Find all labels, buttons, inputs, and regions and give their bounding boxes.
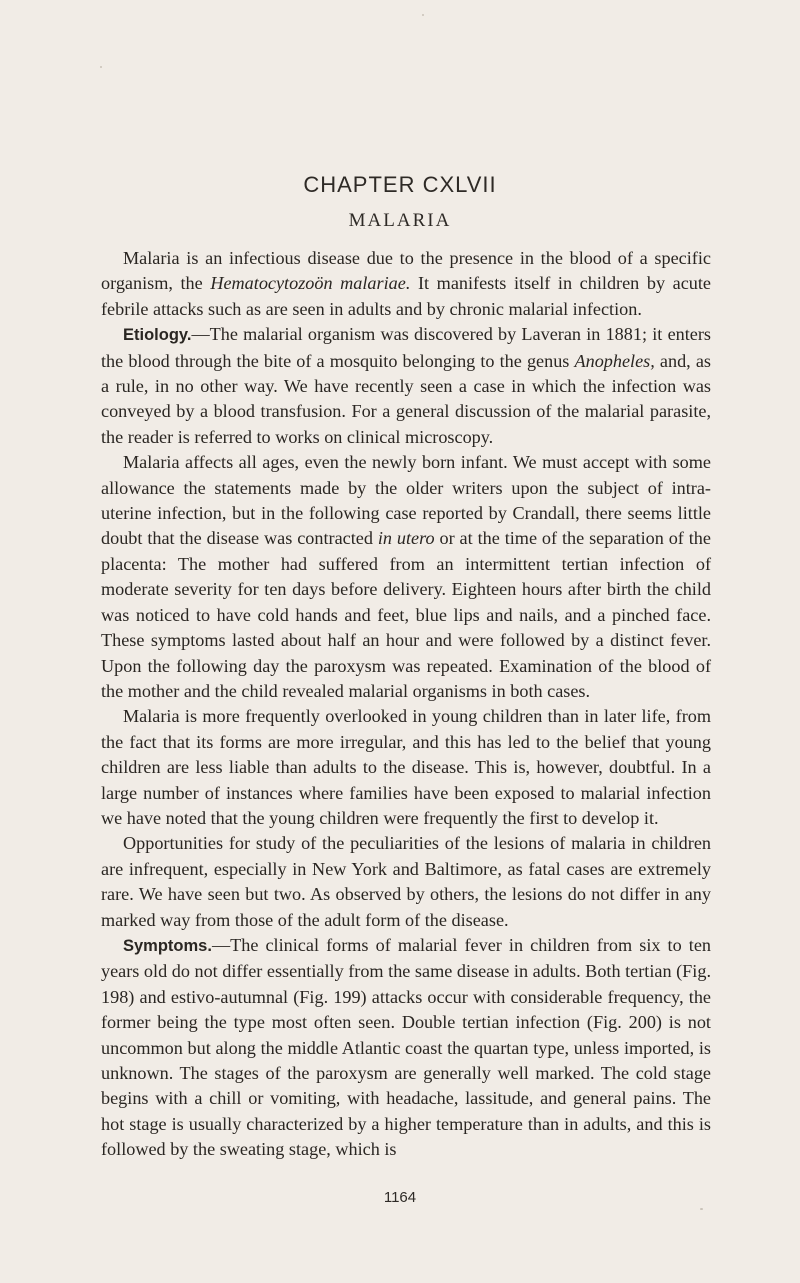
chapter-title: MALARIA bbox=[348, 210, 452, 231]
ages-text-2: or at the time of the separation of the placenta: The mother had suffered from an intermittent tertian infection of moderate severity for ten days before delivery. Eighteen hours after birth the child was noticed to have cold hands and feet, blue lips and nails, and a pinched face. These symptoms lasted about half an hour and were followed by a distinct fever. Upon the following day the paroxysm was repeated. Examination of the blood of the mother and the child revealed malarial organisms in both cases. bbox=[101, 528, 711, 701]
etiology-heading: Etiology. bbox=[123, 326, 192, 345]
paper-speck bbox=[100, 66, 102, 68]
chapter-number: CHAPTER CXLVII bbox=[303, 172, 497, 197]
paragraph-etiology bbox=[101, 322, 711, 450]
paragraph-overlooked: Malaria is more frequently overlooked in young children than in later life, from the fact that its forms are more irregular, and this has led to the belief that young children are less liable than adults to the disease. This is, however, doubtful. In a large number of instances where families have been exposed to malarial infection we have noted that the young children were frequently the first to develop it. bbox=[101, 706, 711, 828]
genus-name: Anopheles, bbox=[574, 350, 655, 371]
paragraph-ages bbox=[101, 450, 711, 704]
paper-speck bbox=[422, 14, 424, 16]
page-number: 1164 bbox=[383, 1189, 417, 1206]
paper-speck bbox=[700, 1208, 703, 1210]
paragraph-opportunities: Opportunities for study of the peculiarities of the lesions of malaria in children are infrequent, especially in New York and Baltimore, as fatal cases are extremely rare. We have seen but two. As observed by others, the lesions do not differ in any marked way from those of the adult form of the disease. bbox=[101, 833, 711, 930]
ages-text-1: Malaria affects all ages, even the newly born infant. We must accept with some allowance the statements made by the older writers upon the subject of intra-uterine infection, but in the following case reported by Crandall, there seems little doubt that the disease was contracted bbox=[101, 452, 711, 549]
in-utero-term: in utero bbox=[377, 528, 435, 549]
body-text bbox=[101, 246, 711, 1163]
organism-name: Hematocytozoön malariae. bbox=[210, 273, 411, 294]
paragraph-symptoms bbox=[101, 933, 711, 1163]
symptoms-text: —The clinical forms of malarial fever in children from six to ten years old do not differ essentially from the same disease in adults. Both tertian (Fig. 198) and estivo-autumnal (Fig. 199) attacks occur with considerable frequency, the former being the type most often seen. Double tertian infection (Fig. 200) is not uncommon but along the middle Atlantic coast the quartan type, unless imported, is unknown. The stages of the paroxysm are generally well marked. The cold stage begins with a chill or vomiting, with headache, lassitude, and general pains. The hot stage is usually characterized by a higher temperature than in adults, and this is followed by the sweating stage, which is bbox=[101, 934, 711, 1160]
etiology-text-2: and, as a rule, in no other way. We have recently seen a case in which the infection was conveyed by a blood transfusion. For a general discussion of the malarial parasite, the reader is referred to works on clinical microscopy. bbox=[101, 350, 711, 447]
etiology-text-1: —The malarial organism was discovered by Laveran in 1881; it enters the blood through the bite of a mosquito belonging to the genus bbox=[101, 324, 711, 371]
intro-text-2: It manifests itself in children by acute febrile attacks such as are seen in adults and by chronic malarial infection. bbox=[101, 273, 711, 319]
intro-text-1: Malaria is an infectious disease due to the presence in the blood of a specific organism, the bbox=[101, 248, 711, 294]
symptoms-heading: Symptoms. bbox=[123, 936, 212, 955]
paragraph-intro bbox=[101, 246, 711, 322]
